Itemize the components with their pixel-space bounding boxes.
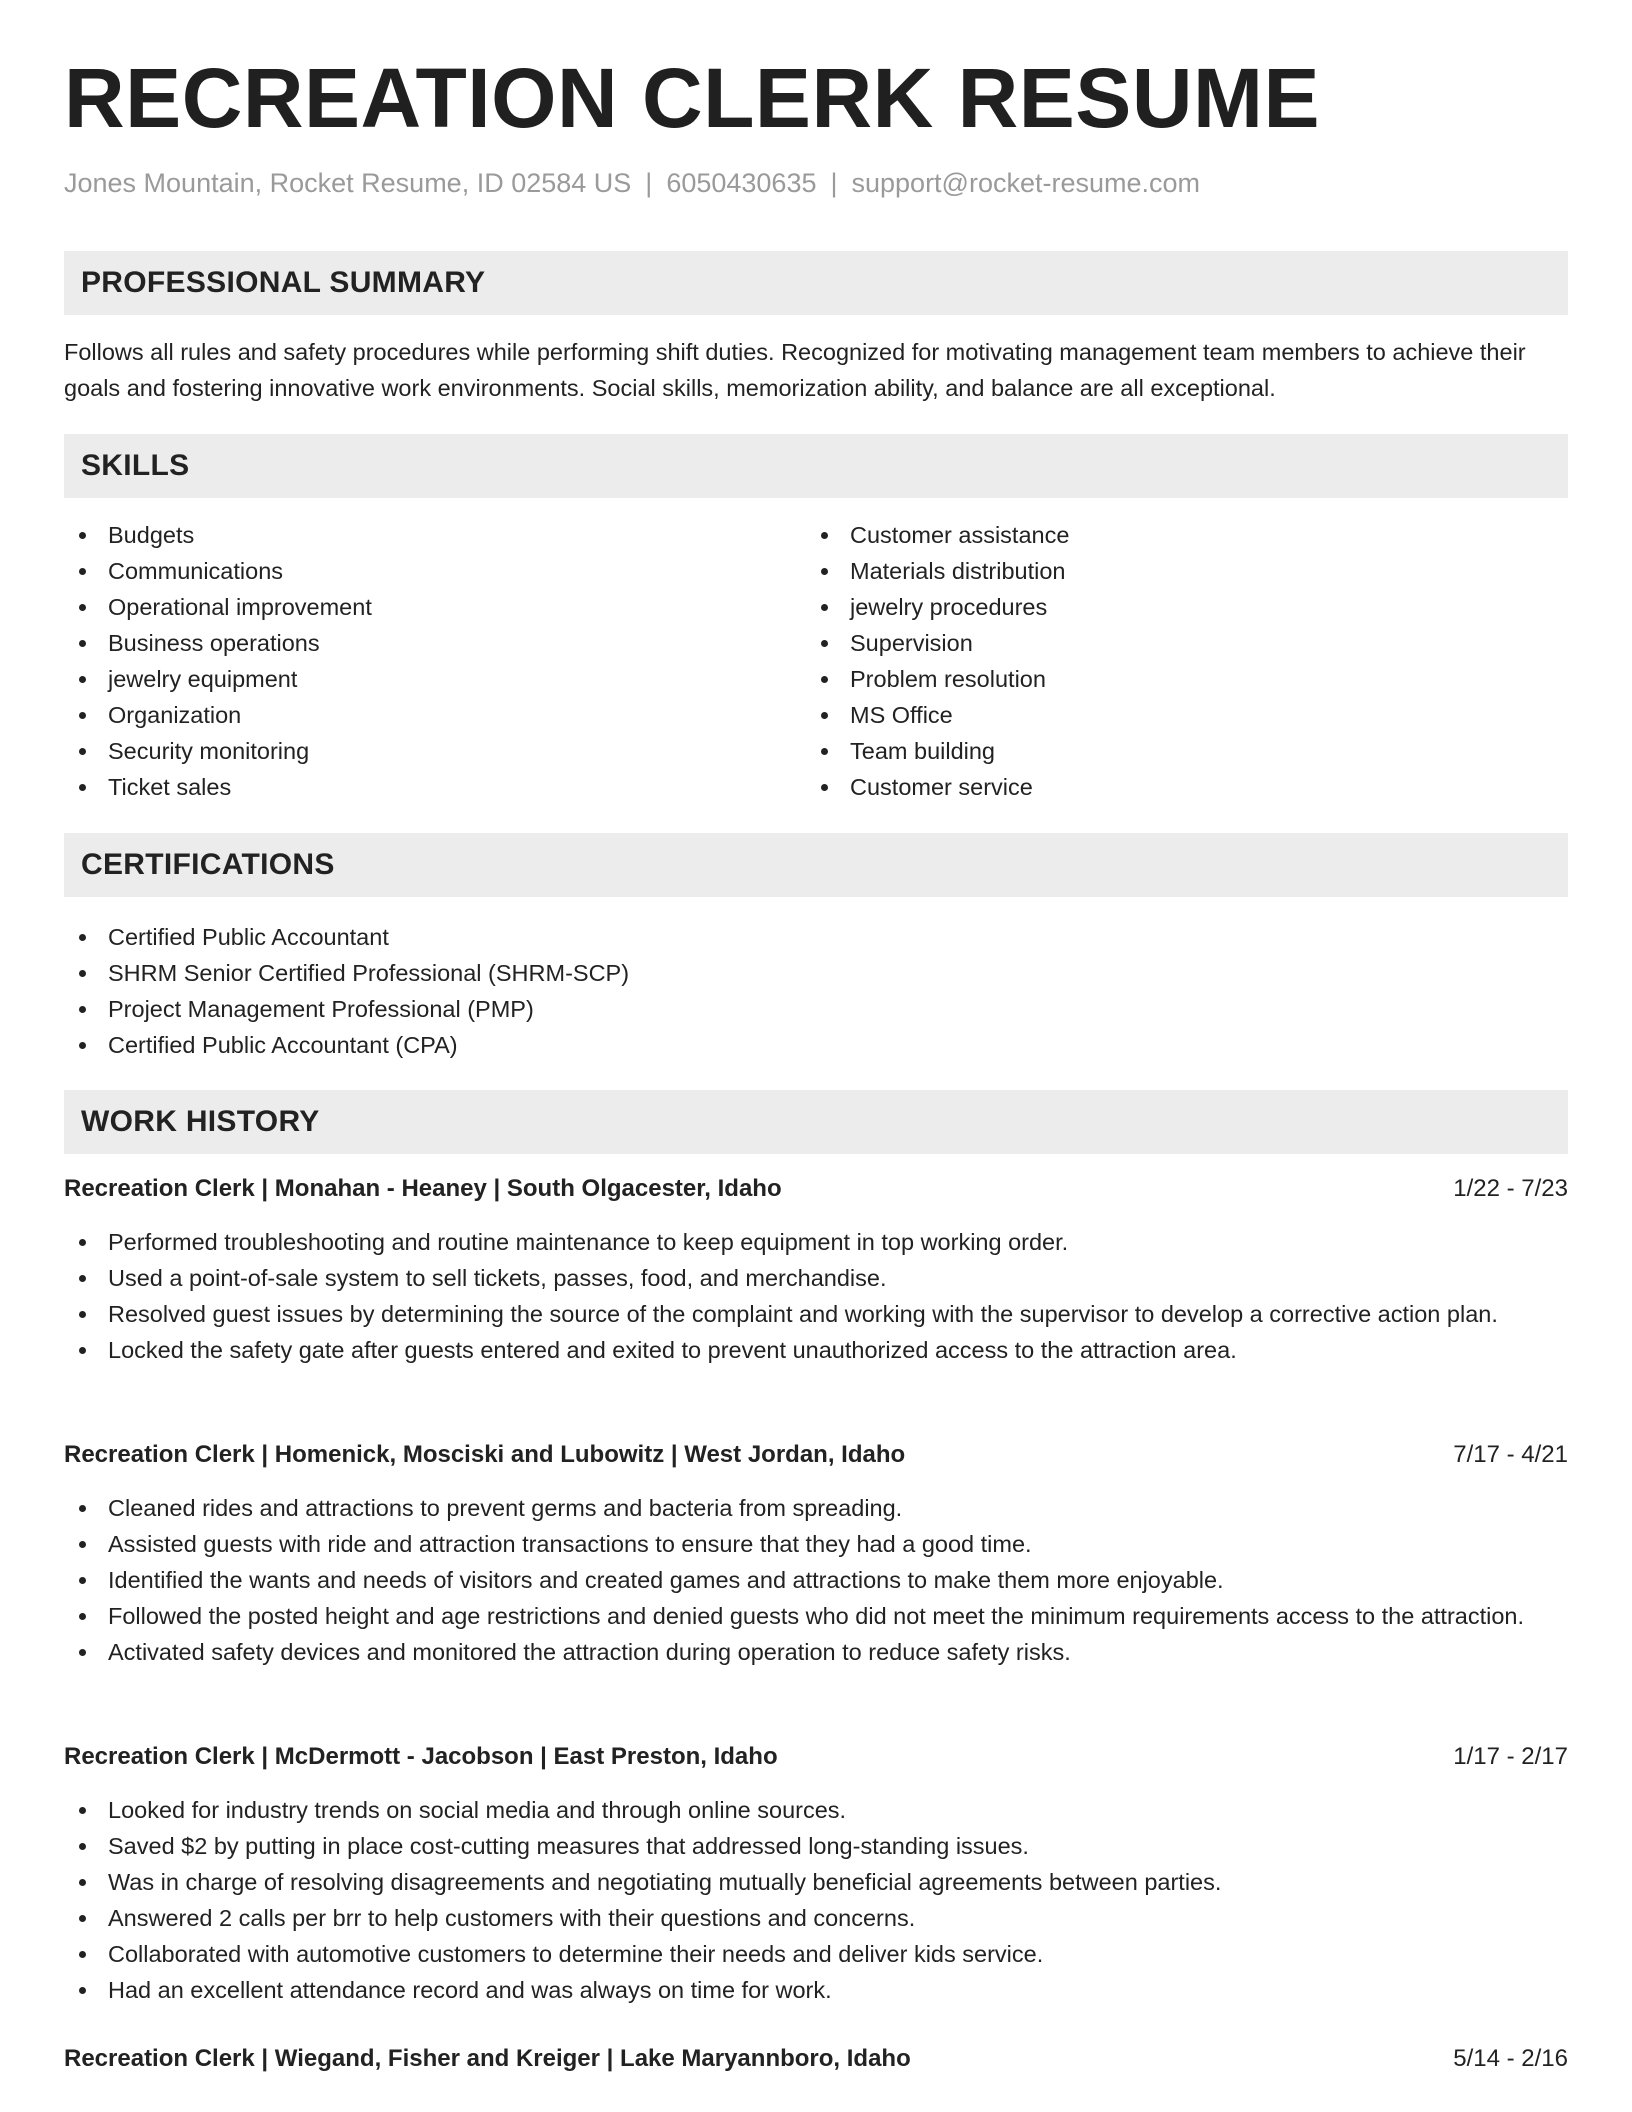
job-duty-item: Assisted guests with ride and attraction transactions to ensure that they had a good time. xyxy=(64,1526,1568,1562)
skills-section-header xyxy=(64,434,1568,498)
skills-heading: SKILLS xyxy=(81,449,190,482)
certification-item: Certified Public Accountant (CPA) xyxy=(64,1027,1568,1063)
summary-section-header xyxy=(64,251,1568,315)
job-title: Recreation Clerk | Homenick, Mosciski and Lubowitz | West Jordan, Idaho xyxy=(64,1441,906,1468)
certifications-section-header xyxy=(64,833,1568,897)
skill-item: Problem resolution xyxy=(806,661,1526,697)
job-title: Recreation Clerk | McDermott - Jacobson | East Preston, Idaho xyxy=(64,1743,778,1770)
skills-column-left xyxy=(64,517,784,805)
job-duty-item: Cleaned rides and attractions to prevent germs and bacteria from spreading. xyxy=(64,1490,1568,1526)
job-title-row xyxy=(64,2041,1568,2077)
job-title-row xyxy=(64,1739,1568,1775)
skill-item: Team building xyxy=(806,733,1526,769)
contact-phone: 6050430635 xyxy=(666,168,817,198)
job-title-row xyxy=(64,1437,1568,1473)
job-duties-list xyxy=(64,1490,1568,1670)
certification-item: SHRM Senior Certified Professional (SHRM-SCP) xyxy=(64,955,1568,991)
job-title: Recreation Clerk | Monahan - Heaney | South Olgacester, Idaho xyxy=(64,1175,782,1202)
job-duty-item: Identified the wants and needs of visitors and created games and attractions to make them more enjoyable. xyxy=(64,1562,1568,1598)
contact-separator: | xyxy=(645,168,653,198)
skill-item: Supervision xyxy=(806,625,1526,661)
skill-item: MS Office xyxy=(806,697,1526,733)
job-entry xyxy=(64,1437,1568,1670)
job-dates: 7/17 - 4/21 xyxy=(1453,1441,1568,1468)
job-duties-list xyxy=(64,1792,1568,2008)
certifications-list xyxy=(64,919,1568,1063)
skill-item: Security monitoring xyxy=(64,733,784,769)
job-title-row xyxy=(64,1171,1568,1207)
summary-text: Follows all rules and safety procedures while performing shift duties. Recognized for motivating management team members to achieve their goals and fostering innovative work environments. Social skills, memorization ability, and balance are all exceptional. xyxy=(64,339,1526,401)
certifications-heading: CERTIFICATIONS xyxy=(81,848,335,881)
skill-item: Customer service xyxy=(806,769,1526,805)
job-duty-item: Followed the posted height and age restrictions and denied guests who did not meet the minimum requirements access to the attraction. xyxy=(64,1598,1568,1634)
work-history-heading: WORK HISTORY xyxy=(81,1105,320,1138)
skills-list-left xyxy=(64,517,784,805)
certifications-block xyxy=(64,919,1568,1063)
job-entry xyxy=(64,1171,1568,1368)
job-duty-item: Resolved guest issues by determining the source of the complaint and working with the supervisor to develop a corrective action plan. xyxy=(64,1296,1568,1332)
contact-line xyxy=(64,168,1200,199)
skill-item: Materials distribution xyxy=(806,553,1526,589)
skill-item: Communications xyxy=(64,553,784,589)
skill-item: Customer assistance xyxy=(806,517,1526,553)
job-duty-item: Collaborated with automotive customers to determine their needs and deliver kids service. xyxy=(64,1936,1568,1972)
certification-item: Project Management Professional (PMP) xyxy=(64,991,1568,1027)
resume-title: RECREATION CLERK RESUME xyxy=(64,51,1320,145)
job-duty-item: Saved $2 by putting in place cost-cutting measures that addressed long-standing issues. xyxy=(64,1828,1568,1864)
job-duties-list xyxy=(64,1224,1568,1368)
contact-separator: | xyxy=(830,168,838,198)
job-duty-item: Performed troubleshooting and routine maintenance to keep equipment in top working order. xyxy=(64,1224,1568,1260)
skills-column-right xyxy=(806,517,1526,805)
job-duty-item: Locked the safety gate after guests entered and exited to prevent unauthorized access to the attraction area. xyxy=(64,1332,1568,1368)
skill-item: Ticket sales xyxy=(64,769,784,805)
certification-item: Certified Public Accountant xyxy=(64,919,1568,955)
job-title: Recreation Clerk | Wiegand, Fisher and Kreiger | Lake Maryannboro, Idaho xyxy=(64,2045,911,2072)
job-duty-item: Looked for industry trends on social media and through online sources. xyxy=(64,1792,1568,1828)
skill-item: Budgets xyxy=(64,517,784,553)
skill-item: Business operations xyxy=(64,625,784,661)
job-entry xyxy=(64,1739,1568,2008)
job-dates: 1/17 - 2/17 xyxy=(1453,1743,1568,1770)
job-duty-item: Used a point-of-sale system to sell tickets, passes, food, and merchandise. xyxy=(64,1260,1568,1296)
contact-address: Jones Mountain, Rocket Resume, ID 02584 US xyxy=(64,168,632,198)
skill-item: Operational improvement xyxy=(64,589,784,625)
skill-item: jewelry procedures xyxy=(806,589,1526,625)
contact-email: support@rocket-resume.com xyxy=(851,168,1201,198)
summary-heading: PROFESSIONAL SUMMARY xyxy=(81,266,486,299)
job-duty-item: Answered 2 calls per brr to help customers with their questions and concerns. xyxy=(64,1900,1568,1936)
job-duty-item: Had an excellent attendance record and was always on time for work. xyxy=(64,1972,1568,2008)
work-history-section-header xyxy=(64,1090,1568,1154)
job-entry xyxy=(64,2041,1568,2077)
job-duty-item: Was in charge of resolving disagreements and negotiating mutually beneficial agreements between parties. xyxy=(64,1864,1568,1900)
skill-item: Organization xyxy=(64,697,784,733)
job-dates: 5/14 - 2/16 xyxy=(1453,2045,1568,2072)
job-dates: 1/22 - 7/23 xyxy=(1453,1175,1568,1202)
job-duty-item: Activated safety devices and monitored the attraction during operation to reduce safety risks. xyxy=(64,1634,1568,1670)
skills-list-right xyxy=(806,517,1526,805)
skill-item: jewelry equipment xyxy=(64,661,784,697)
